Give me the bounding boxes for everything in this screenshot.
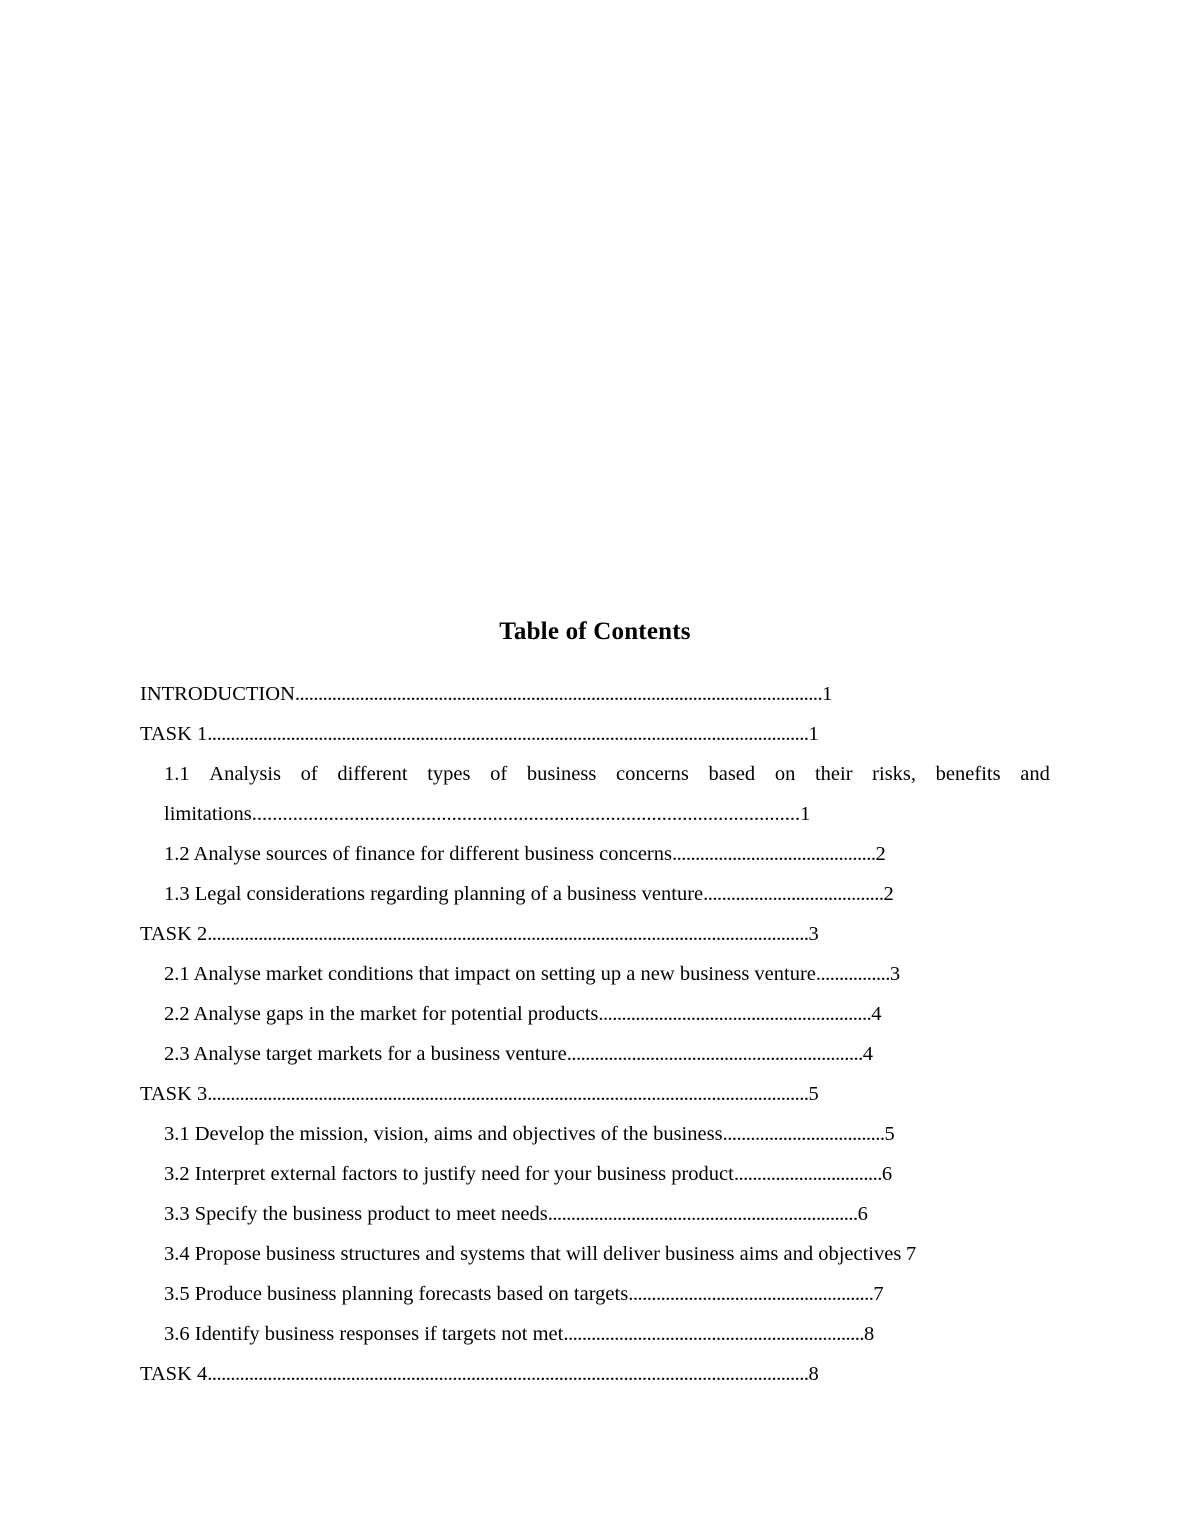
toc-page-number: 4	[862, 1043, 873, 1065]
toc-entry[interactable]	[140, 874, 1050, 914]
toc-page-number: 7	[873, 1283, 884, 1305]
toc-entry[interactable]	[140, 714, 1050, 754]
toc-word: 1.1	[164, 763, 190, 785]
toc-entry-label-line1	[164, 754, 1050, 794]
toc-word: benefits	[935, 763, 1001, 785]
toc-entry[interactable]	[140, 1234, 1050, 1274]
toc-leader-dots: ...................................	[722, 1123, 885, 1145]
toc-leader-dots: ............................................	[671, 843, 876, 865]
toc-page-number: 6	[857, 1203, 868, 1225]
toc-leader-dots: ................	[815, 963, 890, 985]
toc-leader-dots: .......................................	[703, 883, 884, 905]
toc-entry-label: 2.1 Analyse market conditions that impact on setting up a new business venture	[164, 963, 816, 985]
toc-entry-label: TASK 1	[140, 723, 208, 745]
toc-leader-dots: .....................................................	[628, 1283, 874, 1305]
toc-page-number: 8	[808, 1363, 819, 1385]
toc-entry[interactable]	[140, 1034, 1050, 1074]
table-of-contents	[140, 674, 1050, 1394]
toc-leader-dots: ...........................................................................................................	[251, 803, 801, 825]
toc-page-number: 7	[905, 1243, 917, 1265]
toc-entry[interactable]	[140, 754, 1050, 834]
toc-entry-label: 1.3 Legal considerations regarding planning of a business venture	[164, 883, 704, 905]
toc-word: of	[300, 763, 318, 785]
toc-page-number: 2	[875, 843, 886, 865]
toc-page-number: 3	[889, 963, 901, 985]
toc-word: based	[708, 763, 756, 785]
toc-entry[interactable]	[140, 914, 1050, 954]
toc-word: on	[774, 763, 796, 785]
page-title: Table of Contents	[499, 618, 691, 645]
toc-leader-dots: ................................................................	[566, 1043, 863, 1065]
toc-entry-label: 3.6 Identify business responses if targets not met	[164, 1323, 564, 1345]
toc-leader-dots: ..................................................................................................................................	[207, 723, 809, 745]
toc-leader-dots: ...........................................................	[598, 1003, 872, 1025]
toc-entry-label: 3.5 Produce business planning forecasts based on targets	[164, 1283, 629, 1305]
toc-entry[interactable]	[140, 1274, 1050, 1314]
toc-entry-label-continued: limitations	[164, 803, 252, 825]
toc-entry-label: TASK 4	[140, 1363, 208, 1385]
toc-leader-dots: ................................	[733, 1163, 882, 1185]
toc-entry[interactable]	[140, 1114, 1050, 1154]
toc-word: concerns	[615, 763, 689, 785]
toc-word: different	[337, 763, 408, 785]
toc-entry[interactable]	[140, 1074, 1050, 1114]
toc-entry-label: 3.1 Develop the mission, vision, aims and objectives of the business	[164, 1123, 723, 1145]
toc-entry[interactable]	[140, 994, 1050, 1034]
toc-entry[interactable]	[140, 954, 1050, 994]
toc-page-number: 5	[808, 1083, 819, 1105]
toc-leader-dots: ..................................................................................................................................	[207, 1083, 809, 1105]
toc-entry-label: 2.3 Analyse target markets for a business venture	[164, 1043, 567, 1065]
toc-leader-dots: ..................................................................................................................................	[207, 1363, 809, 1385]
toc-leader-dots: ..................................................................................................................	[294, 683, 823, 705]
toc-entry-label: 1.2 Analyse sources of finance for different business concerns	[164, 843, 672, 865]
toc-page-number: 1	[800, 803, 811, 825]
toc-page-number: 3	[808, 923, 819, 945]
toc-entry[interactable]	[140, 834, 1050, 874]
toc-entry-label: 3.2 Interpret external factors to justify need for your business product	[164, 1163, 734, 1185]
toc-page-number: 1	[808, 723, 819, 745]
toc-word: risks,	[872, 763, 917, 785]
toc-entry[interactable]	[140, 1314, 1050, 1354]
toc-entry[interactable]	[140, 1194, 1050, 1234]
toc-entry-label: TASK 3	[140, 1083, 208, 1105]
toc-entry[interactable]	[140, 1154, 1050, 1194]
toc-entry-label: TASK 2	[140, 923, 208, 945]
toc-page-number: 6	[881, 1163, 893, 1185]
toc-page-number: 5	[884, 1123, 895, 1145]
toc-page-number: 8	[863, 1323, 875, 1345]
toc-page-number: 4	[871, 1003, 882, 1025]
toc-word: of	[490, 763, 508, 785]
toc-word: Analysis	[209, 763, 282, 785]
toc-entry-label: 3.3 Specify the business product to meet needs	[164, 1203, 548, 1225]
toc-word: and	[1020, 763, 1050, 785]
toc-entry-label: 3.4 Propose business structures and systems that will deliver business aims and objectives	[164, 1243, 902, 1265]
toc-leader-dots: .................................................................	[563, 1323, 864, 1345]
toc-entry-label: 2.2 Analyse gaps in the market for potential products	[164, 1003, 599, 1025]
toc-leader-dots: ...................................................................	[547, 1203, 858, 1225]
toc-leader-dots: ..................................................................................................................................	[207, 923, 809, 945]
toc-entry[interactable]	[140, 1354, 1050, 1394]
toc-page-number: 2	[883, 883, 894, 905]
toc-entry-label: INTRODUCTION	[140, 683, 295, 705]
toc-word: business	[526, 763, 597, 785]
toc-entry-label-line2	[164, 794, 1050, 834]
toc-word: types	[427, 763, 471, 785]
toc-page-number: 1	[822, 683, 833, 705]
toc-word: their	[814, 763, 853, 785]
toc-entry[interactable]	[140, 674, 1050, 714]
